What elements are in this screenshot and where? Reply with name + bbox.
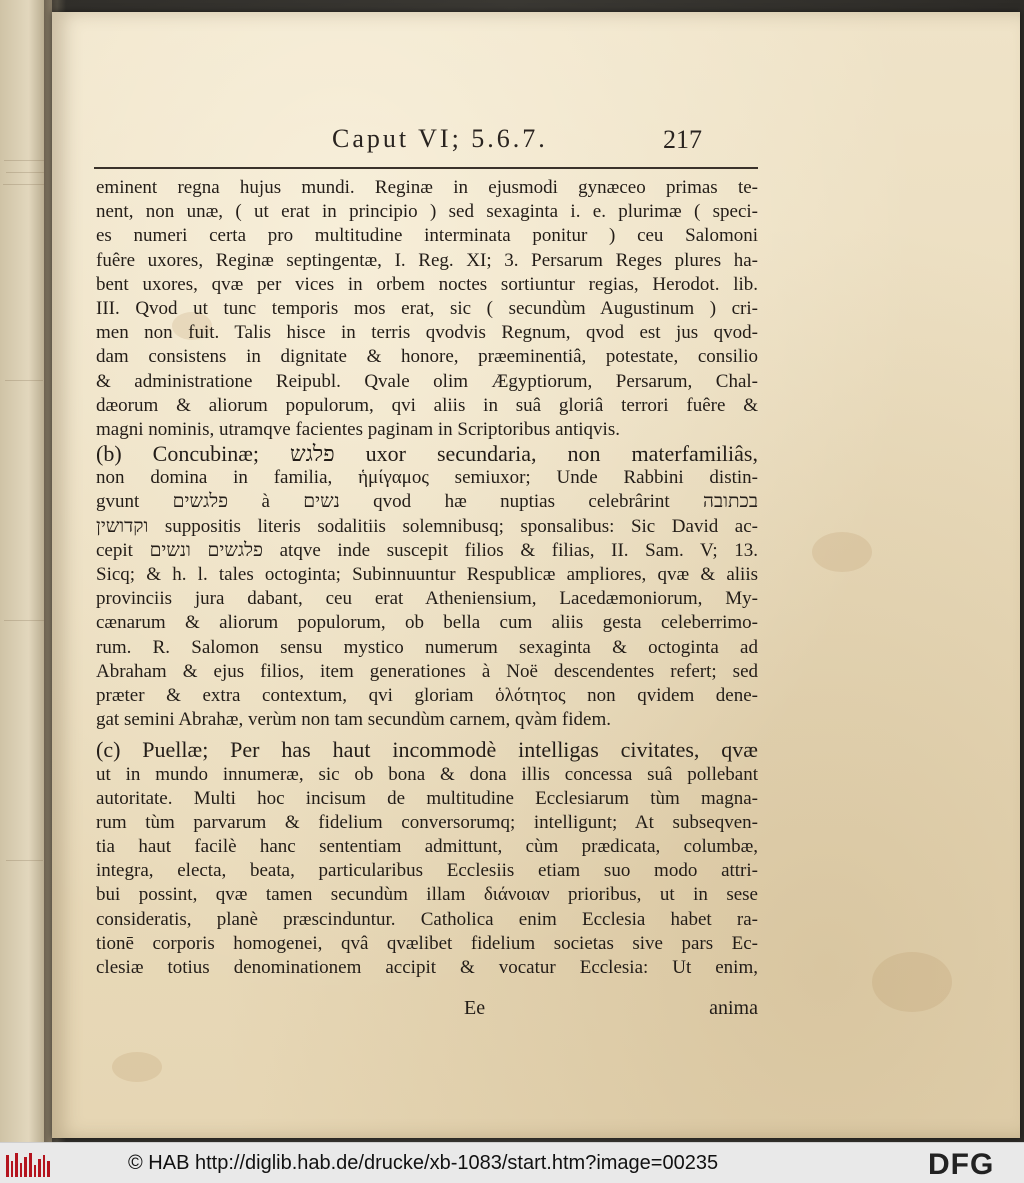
text-line: וקדושין suppositis literis sodalitiis solemnibusq; sponsalibus: Sic David ac- <box>96 515 758 537</box>
catchword: anima <box>709 997 758 1019</box>
running-head: Caput VI; 5.6.7. <box>332 124 548 153</box>
svg-text:DFG: DFG <box>928 1148 995 1179</box>
text-line: nent, non unæ, ( ut erat in principio ) sed sexaginta i. e. plurimæ ( speci- <box>96 201 758 223</box>
text-line: præter & extra contextum, qvi gloriam ὁλότητος non qvidem dene- <box>96 684 758 706</box>
text-line: eminent regna hujus mundi. Reginæ in ejusmodi gynæceo primas te- <box>96 177 758 198</box>
text-line: bui possint, qvæ tamen secundùm illam διάνοιαν prioribus, ut in sese <box>96 884 758 906</box>
text-line: ut in mundo innumeræ, sic ob bona & dona illis concessa suâ pollebant <box>96 763 758 785</box>
viewer-footer <box>0 1142 1024 1183</box>
text-line: consideratis, planè præscinduntur. Catholica enim Ecclesia habet ra- <box>96 908 758 930</box>
page-foot <box>96 997 758 1023</box>
text-line: cænarum & aliorum populorum, ob bella cum aliis gesta celeberrimo- <box>96 612 758 634</box>
text-line: rum. R. Salomon sensu mystico numerum sexaginta & octoginta ad <box>96 636 758 658</box>
text-line: dæorum & aliorum populorum, qvi aliis in suâ gloriâ terrori fuêre & <box>96 394 758 416</box>
body-text <box>96 176 758 980</box>
page-number: 217 <box>663 125 702 154</box>
book-page <box>52 12 1020 1138</box>
text-line: (c) Puellæ; Per has haut incommodè intelligas civitates, qvæ <box>96 738 758 763</box>
text-line: magni nominis, utramqve facientes paginam in Scriptoribus antiqvis. <box>96 418 620 440</box>
text-line: gvunt פלגשים à נשים qvod hæ nuptias celebrârint בכתובה <box>96 491 758 513</box>
text-line: & administratione Reipubl. Qvale olim Ægyptiorum, Persarum, Chal- <box>96 370 758 392</box>
text-line: provinciis jura dabant, ceu erat Atheniensium, Lacedæmoniorum, My- <box>96 588 758 610</box>
signature-mark: Ee <box>464 997 486 1019</box>
text-line: es numeri certa pro multitudine interminata ponitur ) ceu Salomoni <box>96 225 758 247</box>
text-line: men non fuit. Talis hisce in terris qvodvis Regnum, qvod est jus qvod- <box>96 322 758 344</box>
text-line: autoritate. Multi hoc incisum de multitudine Ecclesiarum tùm magna- <box>96 787 758 809</box>
copyright-link[interactable]: © HAB http://diglib.hab.de/drucke/xb-1083/start.htm?image=00235 <box>128 1152 719 1174</box>
text-line: gat semini Abrahæ, verùm non tam secundùm carnem, qvàm fidem. <box>96 709 611 731</box>
dfg-logo-icon[interactable] <box>926 1147 1018 1179</box>
header-rule <box>94 167 758 169</box>
text-line: Abraham & ejus filios, item generationes à Noë descendentes refert; sed <box>96 660 758 682</box>
text-line: integra, electa, beata, particularibus Ecclesiis etiam suo modo attri- <box>96 860 758 882</box>
hab-logo-icon[interactable] <box>6 1151 50 1177</box>
text-line: fuêre uxores, Reginæ septingentæ, I. Reg. XI; 3. Persarum Reges plures ha- <box>96 249 758 271</box>
text-line: III. Qvod ut tunc temporis mos erat, sic ( secundùm Augustinum ) cri- <box>96 297 758 319</box>
text-line: non domina in familia, ἡμίγαμος semiuxor; Unde Rabbini distin- <box>96 467 758 489</box>
text-line: (b) Concubinæ; פלגש uxor secundaria, non materfamiliâs, <box>96 442 758 467</box>
text-line: tia haut facilè hanc sententiam admittunt, cùm prædicata, columbæ, <box>96 836 758 858</box>
text-line: cepit פלגשים ונשים atqve inde suscepit filios & filias, II. Sam. V; 13. <box>96 539 758 561</box>
text-line: Sicq; & h. l. tales octoginta; Subinnuuntur Respublicæ ampliores, qvæ & aliis <box>96 564 758 585</box>
text-line: rum tùm parvarum & fidelium conversorumq; intelligunt; At subseqven- <box>96 811 758 833</box>
text-line: dam consistens in dignitate & honore, præeminentiâ, potestate, consilio <box>96 346 758 368</box>
text-line: clesiæ totius denominationem accipit & vocatur Ecclesia: Ut enim, <box>96 957 758 978</box>
text-line: bent uxores, qvæ per vices in orbem noctes sortiuntur regias, Herodot. lib. <box>96 273 758 295</box>
text-line: tionē corporis homogenei, qvâ qvælibet fidelium societas sive pars Ec- <box>96 932 758 954</box>
